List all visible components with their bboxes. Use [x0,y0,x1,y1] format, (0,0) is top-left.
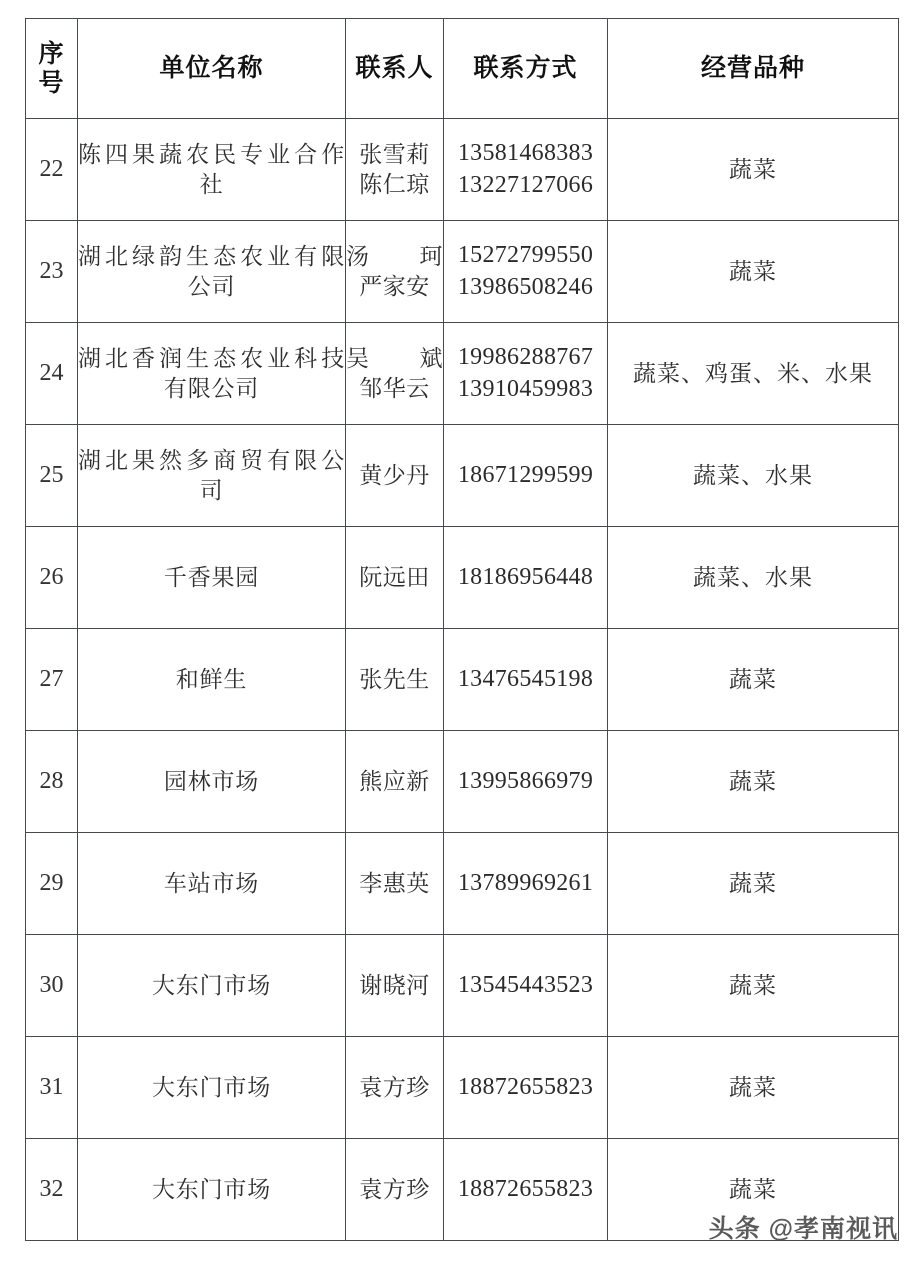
cell-unit-name [78,425,346,527]
phone-number: 13476545198 [457,665,594,692]
phone-number: 13581468383 [457,140,594,167]
phone-number: 13986508246 [457,273,594,300]
table-row [26,119,899,221]
cell-phone [444,221,608,323]
cell-index: 24 [26,323,78,425]
phone-number: 18872655823 [457,1175,594,1202]
cell-unit-name [78,833,346,935]
cell-phone [444,629,608,731]
cell-contact-person [346,731,444,833]
unit-name-line: 千香果园 [163,564,260,590]
unit-name-line: 车站市场 [163,870,260,896]
cell-index: 30 [26,935,78,1037]
cell-index: 26 [26,527,78,629]
unit-name-line: 公司 [187,273,236,299]
cell-index: 22 [26,119,78,221]
unit-name-line: 湖北绿韵生态农业有限 [78,243,345,269]
contact-directory-table [25,18,899,1241]
cell-contact-person [346,221,444,323]
cell-index: 23 [26,221,78,323]
unit-name-line: 大东门市场 [152,1176,271,1202]
table-row [26,425,899,527]
column-header-phone: 联系方式 [444,19,608,119]
cell-index: 31 [26,1037,78,1139]
contact-person-line: 黄少丹 [359,462,430,488]
table-row [26,833,899,935]
cell-phone [444,1139,608,1241]
cell-category: 蔬菜 [608,629,899,731]
cell-unit-name [78,527,346,629]
contact-person-line: 陈仁琼 [359,171,430,197]
cell-category: 蔬菜、水果 [608,527,899,629]
contact-person-line: 阮远田 [359,564,430,590]
phone-number: 13995866979 [457,767,594,794]
contact-person-line: 李惠英 [359,870,430,896]
cell-index: 32 [26,1139,78,1241]
phone-number: 18872655823 [457,1073,594,1100]
cell-phone [444,323,608,425]
cell-phone [444,119,608,221]
cell-contact-person [346,629,444,731]
table-header [26,19,899,119]
cell-contact-person [346,1139,444,1241]
cell-category: 蔬菜、水果 [608,425,899,527]
table-row [26,1139,899,1241]
cell-index: 25 [26,425,78,527]
table-row [26,731,899,833]
phone-number: 15272799550 [457,242,594,269]
phone-number: 13227127066 [457,171,594,198]
cell-category: 蔬菜 [608,221,899,323]
table-row [26,527,899,629]
cell-phone [444,935,608,1037]
column-header-category: 经营品种 [608,19,899,119]
cell-category: 蔬菜 [608,1139,899,1241]
contact-person-line: 汤 珂 [346,243,443,269]
unit-name-line: 和鲜生 [175,666,248,692]
contact-person-line: 袁方珍 [359,1074,430,1100]
phone-number: 18671299599 [457,461,594,488]
cell-index: 28 [26,731,78,833]
column-header-person: 联系人 [346,19,444,119]
watermark: 头条 @孝南视讯 [708,1215,898,1243]
table-row [26,1037,899,1139]
cell-index: 27 [26,629,78,731]
cell-phone [444,425,608,527]
contact-person-line: 袁方珍 [359,1176,430,1202]
cell-contact-person [346,425,444,527]
contact-person-line: 吴 斌 [346,345,443,371]
cell-contact-person [346,119,444,221]
cell-unit-name [78,629,346,731]
table-body [26,119,899,1241]
cell-unit-name [78,323,346,425]
cell-category: 蔬菜 [608,935,899,1037]
contact-person-line: 熊应新 [359,768,430,794]
cell-index: 29 [26,833,78,935]
column-header-index: 序号 [26,19,78,119]
contact-person-line: 谢晓河 [359,972,430,998]
unit-name-line: 大东门市场 [152,972,271,998]
phone-number: 19986288767 [457,344,594,371]
unit-name-line: 司 [199,477,224,503]
unit-name-line: 大东门市场 [152,1074,271,1100]
cell-unit-name [78,1037,346,1139]
table-row [26,323,899,425]
cell-category: 蔬菜、鸡蛋、米、水果 [608,323,899,425]
cell-contact-person [346,833,444,935]
unit-name-line: 陈四果蔬农民专业合作 [78,141,345,167]
cell-phone [444,731,608,833]
cell-unit-name [78,731,346,833]
cell-unit-name [78,119,346,221]
cell-category: 蔬菜 [608,731,899,833]
cell-phone [444,833,608,935]
cell-unit-name [78,221,346,323]
cell-phone [444,527,608,629]
cell-unit-name [78,1139,346,1241]
cell-contact-person [346,323,444,425]
table-row [26,935,899,1037]
phone-number: 18186956448 [457,563,594,590]
table-row [26,221,899,323]
cell-category: 蔬菜 [608,833,899,935]
cell-category: 蔬菜 [608,1037,899,1139]
unit-name-line: 湖北香润生态农业科技 [78,345,345,371]
phone-number: 13789969261 [457,869,594,896]
table-header-row [26,19,899,119]
contact-person-line: 邹华云 [359,375,430,401]
contact-person-line: 张雪莉 [359,141,430,167]
unit-name-line: 社 [199,171,224,197]
cell-contact-person [346,527,444,629]
cell-category: 蔬菜 [608,119,899,221]
unit-name-line: 园林市场 [163,768,260,794]
cell-contact-person [346,935,444,1037]
unit-name-line: 有限公司 [163,375,260,401]
contact-person-line: 张先生 [359,666,430,692]
column-header-name: 单位名称 [78,19,346,119]
table-row [26,629,899,731]
cell-contact-person [346,1037,444,1139]
cell-unit-name [78,935,346,1037]
unit-name-line: 湖北果然多商贸有限公 [78,447,345,473]
cell-phone [444,1037,608,1139]
phone-number: 13910459983 [457,375,594,402]
contact-person-line: 严家安 [359,273,430,299]
phone-number: 13545443523 [457,971,594,998]
